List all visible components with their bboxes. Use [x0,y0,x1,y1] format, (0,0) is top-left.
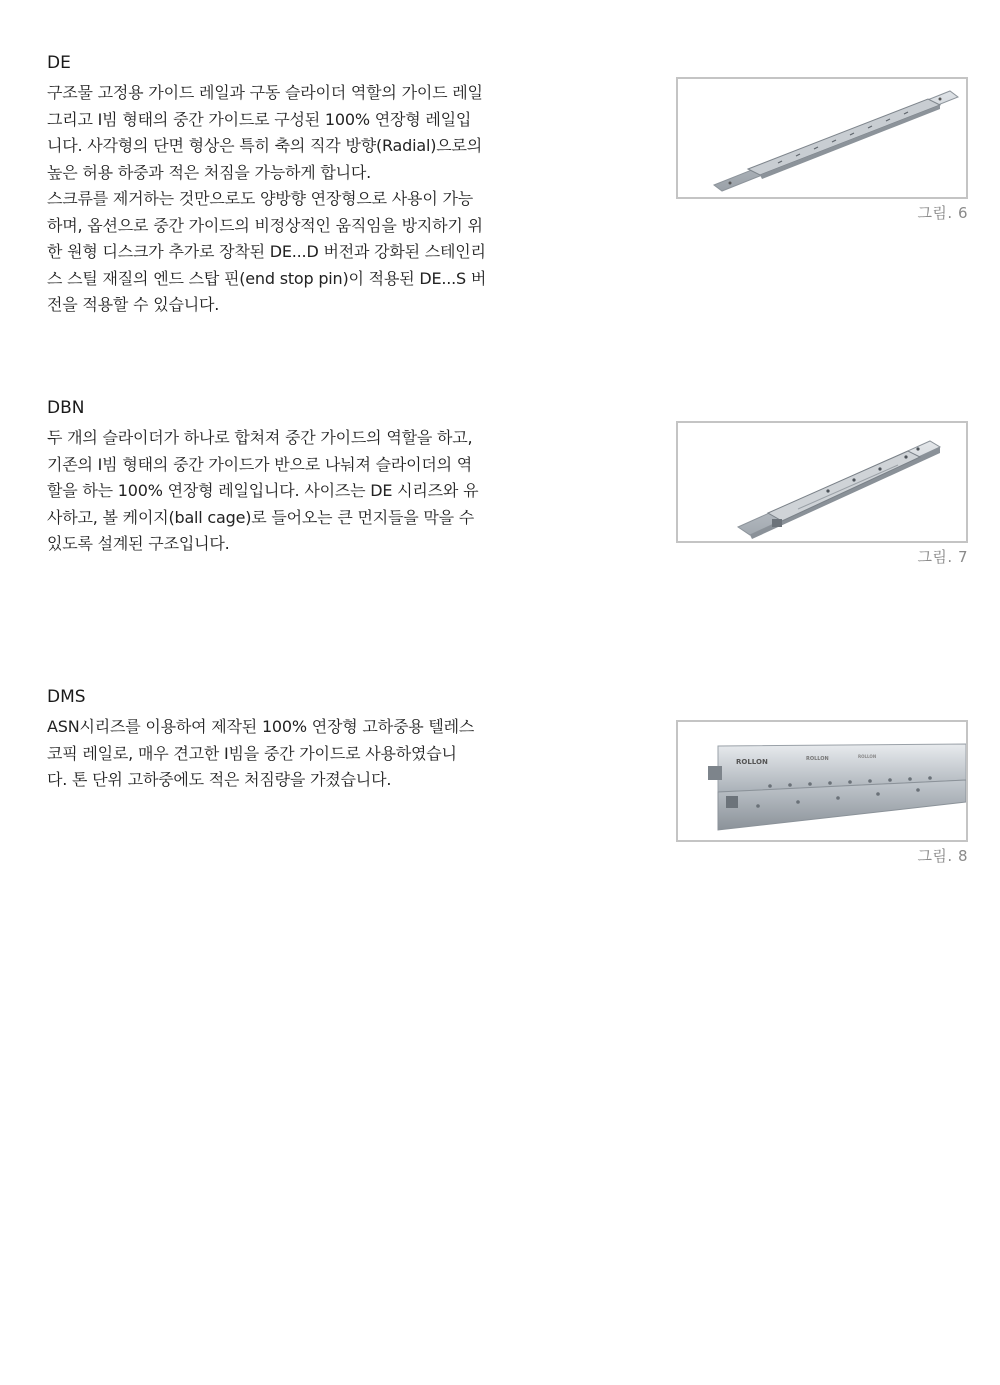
body-line: 다. 톤 단위 고하중에도 적은 처짐량을 가졌습니다. [47,770,392,789]
rollon-logo: ROLLON [858,754,877,759]
figure-caption: 그림. 8 [917,847,968,865]
body-line: 하며, 옵션으로 중간 가이드의 비정상적인 움직임을 방지하기 위 [47,215,483,235]
section-title: DMS [47,687,86,707]
body-line: 니다. 사각형의 단면 형상은 특히 축의 직각 방향(Radial)으로의 [47,136,483,155]
section-title: DE [47,53,71,73]
figure-caption: 그림. 6 [917,204,968,222]
section-title: DBN [47,398,85,418]
rollon-logo: ROLLON [806,756,829,762]
body-line: 있도록 설계된 구조입니다. [47,534,230,553]
body-line: ASN시리즈를 이용하여 제작된 100% 연장형 고하중용 텔레스 [47,717,475,736]
body-line: 높은 허용 하중과 적은 처짐을 가능하게 합니다. [47,162,372,182]
section-body [47,425,502,558]
section-de [47,52,502,319]
figure-caption: 그림. 7 [917,548,968,566]
figure-dms-rail-image [676,720,968,842]
heavy-duty-rail-illustration [678,722,966,840]
body-line: 기존의 I빔 형태의 중간 가이드가 반으로 나눠져 슬라이더의 역 [47,454,473,474]
section-dms [47,686,502,794]
body-line: 전을 적용할 수 있습니다. [47,295,220,314]
body-line: 코픽 레일로, 매우 견고한 I빔을 중간 가이드로 사용하였습니 [47,743,457,763]
section-body [47,714,502,794]
section-body [47,80,502,319]
telescopic-rail-illustration [678,79,966,197]
body-line: 구조물 고정용 가이드 레일과 구동 슬라이더 역할의 가이드 레일 [47,83,483,102]
section-dbn [47,397,502,558]
figure-dbn-rail-image [676,421,968,543]
body-line: 한 원형 디스크가 추가로 장착된 DE...D 버전과 강화된 스테인리 [47,242,486,261]
body-line: 할을 하는 100% 연장형 레일입니다. 사이즈는 DE 시리즈와 유 [47,481,479,500]
body-line: 사하고, 볼 케이지(ball cage)로 들어오는 큰 먼지들을 막을 수 [47,507,475,527]
body-line: 스크류를 제거하는 것만으로도 양방향 연장형으로 사용이 가능 [47,189,473,208]
body-line: 두 개의 슬라이더가 하나로 합쳐져 중간 가이드의 역할을 하고, [47,428,473,447]
body-line: 스 스틸 재질의 엔드 스탑 핀(end stop pin)이 적용된 DE...S 버 [47,268,487,288]
slider-rail-illustration [678,423,966,541]
figure-de-rail-image [676,77,968,199]
rollon-logo: ROLLON [736,758,768,766]
body-line: 그리고 I빔 형태의 중간 가이드로 구성된 100% 연장형 레일입 [47,109,472,129]
